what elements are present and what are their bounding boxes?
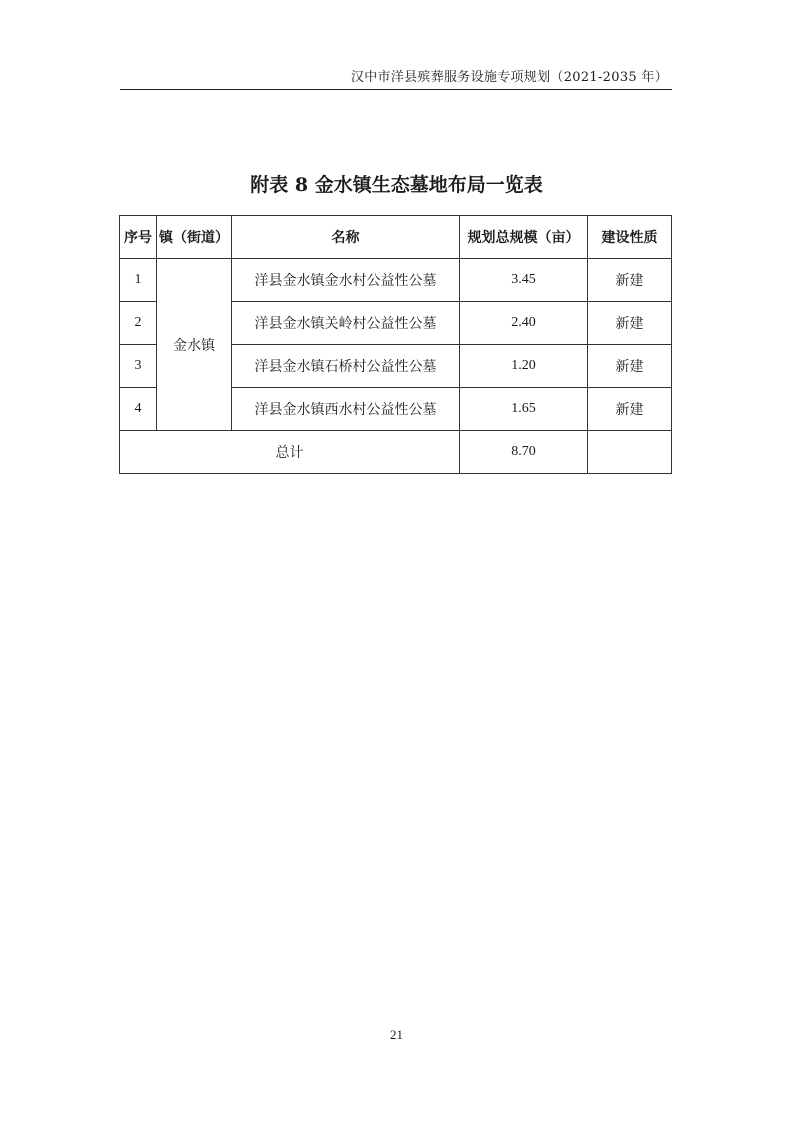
- table-header-row: [120, 216, 672, 259]
- page-number: 21: [390, 1027, 403, 1042]
- row-type: 新建: [588, 388, 672, 431]
- row-type: 新建: [588, 302, 672, 345]
- cemetery-layout-table: [119, 215, 672, 474]
- header-planned-area: 规划总规模（亩）: [460, 216, 588, 259]
- header-name: 名称: [232, 216, 460, 259]
- running-header: 汉中市洋县殡葬服务设施专项规划（2021-2035 年）: [350, 70, 668, 85]
- row-type: 新建: [588, 345, 672, 388]
- row-name: 洋县金水镇金水村公益性公墓: [232, 259, 460, 302]
- row-serial: 2: [120, 302, 157, 345]
- header-town: 镇（街道）: [157, 216, 232, 259]
- row-name: 洋县金水镇西水村公益性公墓: [232, 388, 460, 431]
- row-area: 1.65: [460, 388, 588, 431]
- header-serial: 序号: [120, 216, 157, 259]
- row-type: 新建: [588, 259, 672, 302]
- row-name: 洋县金水镇关岭村公益性公墓: [232, 302, 460, 345]
- table-row: [120, 259, 672, 302]
- header-construction-type: 建设性质: [588, 216, 672, 259]
- row-area: 1.20: [460, 345, 588, 388]
- town-cell: 金水镇: [157, 259, 232, 431]
- table-title: 附表 8 金水镇生态墓地布局一览表: [250, 174, 543, 196]
- header-divider: [120, 89, 672, 90]
- row-area: 3.45: [460, 259, 588, 302]
- total-label: 总计: [120, 431, 460, 474]
- total-value: 8.70: [460, 431, 588, 474]
- row-serial: 4: [120, 388, 157, 431]
- total-type-empty: [588, 431, 672, 474]
- row-serial: 3: [120, 345, 157, 388]
- total-row: [120, 431, 672, 474]
- row-serial: 1: [120, 259, 157, 302]
- row-name: 洋县金水镇石桥村公益性公墓: [232, 345, 460, 388]
- row-area: 2.40: [460, 302, 588, 345]
